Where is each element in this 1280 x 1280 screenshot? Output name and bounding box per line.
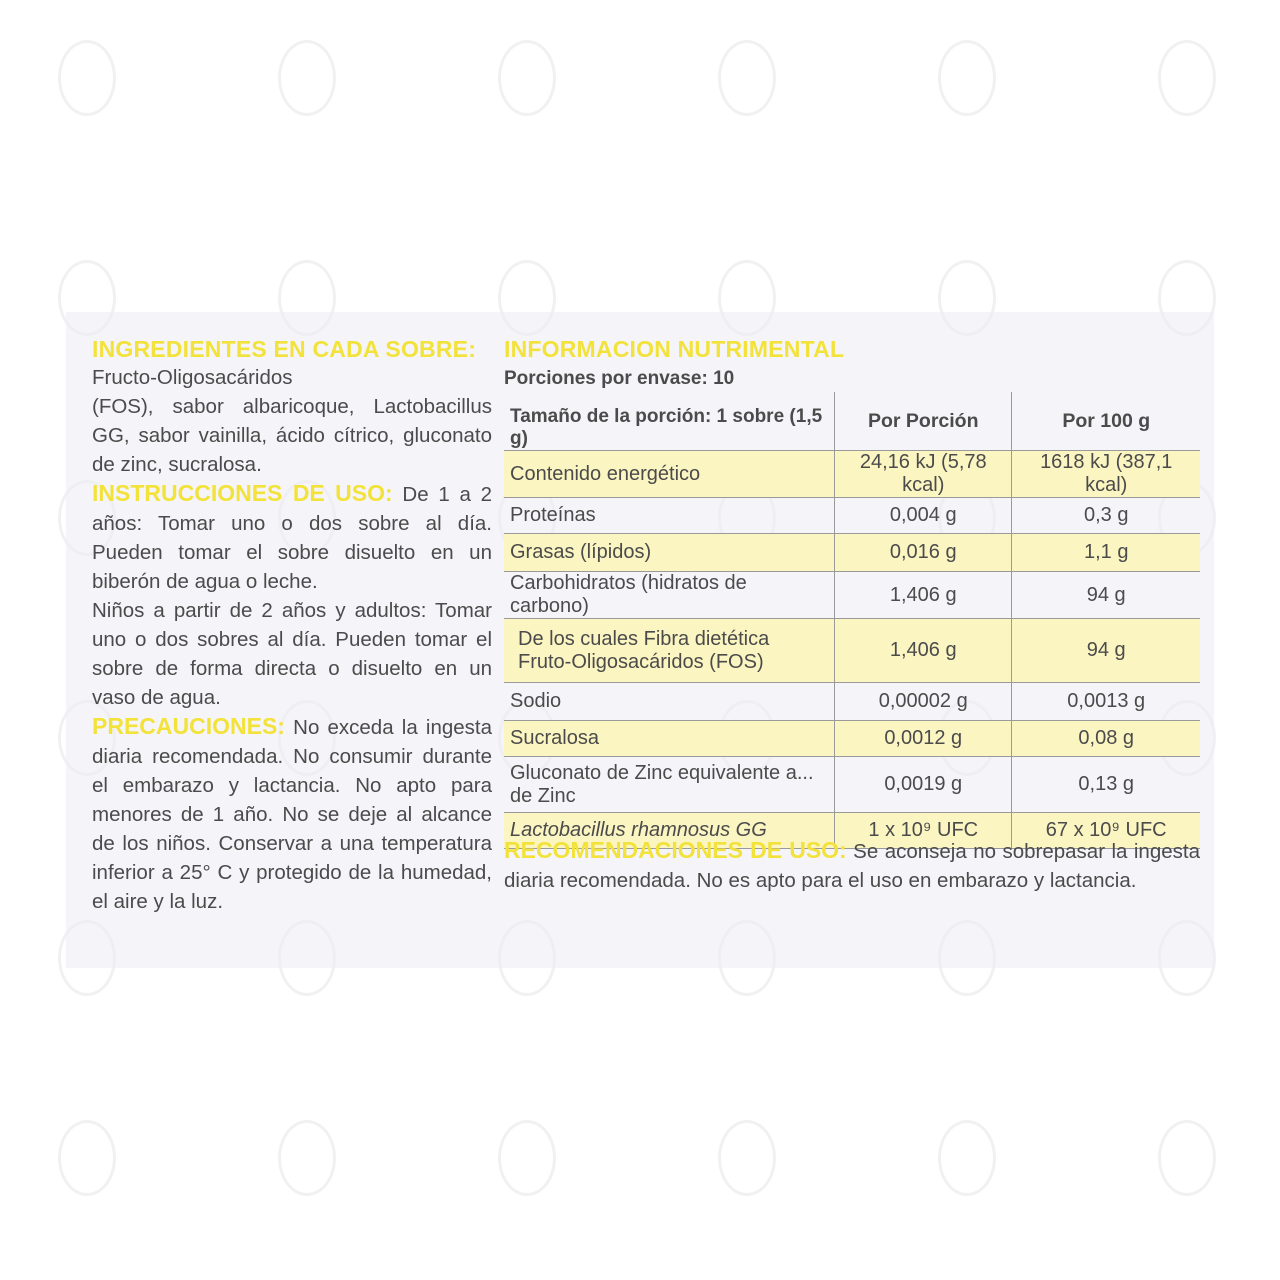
watermark-logo xyxy=(480,40,576,160)
nutrient-per-serving: 1 x 10⁹ UFC xyxy=(835,813,1012,849)
nutrient-per-100g: 0,3 g xyxy=(1012,498,1200,534)
watermark-logo xyxy=(40,40,136,160)
precautions-heading: PRECAUCIONES: xyxy=(92,713,285,739)
nutrition-row xyxy=(504,619,1200,683)
nutrient-name: Grasas (lípidos) xyxy=(504,534,835,572)
nutrient-per-100g: 0,13 g xyxy=(1012,757,1200,813)
watermark-logo xyxy=(40,1120,136,1240)
nutrient-per-serving: 0,004 g xyxy=(835,498,1012,534)
label-content xyxy=(92,336,1212,956)
watermark-logo xyxy=(260,40,356,160)
nutrition-row xyxy=(504,683,1200,721)
nutrition-row xyxy=(504,721,1200,757)
nutrient-per-serving: 0,0019 g xyxy=(835,757,1012,813)
nutrient-per-serving: 0,0012 g xyxy=(835,721,1012,757)
nutrient-per-100g: 1,1 g xyxy=(1012,534,1200,572)
instructions-text: De 1 a 2 años: Tomar uno o dos sobre al día. Pueden tomar el sobre disuelto en un biberón de agua o leche. xyxy=(92,483,492,593)
ingredients-text: (FOS), sabor albaricoque, Lactobacillus GG, sabor vainilla, ácido cítrico, gluconato de zinc, sucralosa. xyxy=(92,395,492,476)
nutrition-table xyxy=(504,392,1200,849)
watermark-logo xyxy=(700,1120,796,1240)
nutrient-per-100g: 94 g xyxy=(1012,572,1200,619)
recommendations-heading: RECOMENDACIONES DE USO: xyxy=(504,837,847,863)
watermark-logo xyxy=(1140,1120,1236,1240)
recommendations-text: Se aconseja no sobrepasar la ingesta diaria recomendada. No es apto para el uso en embarazo y lactancia. xyxy=(504,840,1200,892)
nutrient-name: Proteínas xyxy=(504,498,835,534)
instructions-text-2: Niños a partir de 2 años y adultos: Tomar uno o dos sobres al día. Pueden tomar el sobre de forma directa o disuelto en un vaso de agua. xyxy=(92,599,492,709)
nutrition-row xyxy=(504,572,1200,619)
precautions-text: No exceda la ingesta diaria recomendada. No consumir durante el embarazo y lactancia. No apto para menores de 1 año. No se deje al alcance de los niños. Conservar a una temperatura inferior a 25° C y protegido de la humedad, el aire y la luz. xyxy=(92,716,492,913)
nutrient-name: Carbohidratos (hidratos de carbono) xyxy=(504,572,835,619)
nutrient-per-serving: 0,00002 g xyxy=(835,683,1012,721)
nutrition-row xyxy=(504,498,1200,534)
recommendations-block xyxy=(504,836,1200,895)
nutrient-per-100g: 0,08 g xyxy=(1012,721,1200,757)
watermark-logo xyxy=(480,1120,576,1240)
nutrient-per-100g: 94 g xyxy=(1012,619,1200,683)
nutrient-name: Lactobacillus rhamnosus GG xyxy=(504,813,835,849)
nutrition-row xyxy=(504,757,1200,813)
nutrient-per-100g: 67 x 10⁹ UFC xyxy=(1012,813,1200,849)
col-per-serving: Por Porción xyxy=(835,392,1012,451)
col-per-100g: Por 100 g xyxy=(1012,392,1200,451)
precautions-block xyxy=(92,712,492,916)
nutrient-per-serving: 1,406 g xyxy=(835,619,1012,683)
nutrition-heading: INFORMACION NUTRIMENTAL xyxy=(504,336,845,362)
nutrient-per-serving: 0,016 g xyxy=(835,534,1012,572)
left-column xyxy=(92,336,492,916)
nutrient-per-100g: 0,0013 g xyxy=(1012,683,1200,721)
watermark-logo xyxy=(260,1120,356,1240)
nutrition-row xyxy=(504,534,1200,572)
instructions-heading: INSTRUCCIONES DE USO: xyxy=(92,480,393,506)
nutrient-name: Sucralosa xyxy=(504,721,835,757)
nutrient-name: De los cuales Fibra dietética Fruto-Oligosacáridos (FOS) xyxy=(504,619,835,683)
watermark-logo xyxy=(920,1120,1016,1240)
nutrition-table-header xyxy=(504,392,1200,451)
nutrient-name: Contenido energético xyxy=(504,451,835,498)
instructions-block xyxy=(92,479,492,596)
ingredients-heading: INGREDIENTES EN CADA SOBRE: xyxy=(92,336,477,362)
ingredients-line1: Fructo-Oligosacáridos xyxy=(92,366,293,389)
watermark-logo xyxy=(920,40,1016,160)
nutrient-name: Gluconato de Zinc equivalente a... de Zinc xyxy=(504,757,835,813)
nutrient-name: Sodio xyxy=(504,683,835,721)
nutrition-row xyxy=(504,451,1200,498)
nutrient-per-serving: 1,406 g xyxy=(835,572,1012,619)
serving-size: Tamaño de la porción: 1 sobre (1,5 g) xyxy=(510,406,823,449)
nutrient-per-serving: 24,16 kJ (5,78 kcal) xyxy=(835,451,1012,498)
portions-per-package: Porciones por envase: 10 xyxy=(504,368,735,389)
nutrient-per-100g: 1618 kJ (387,1 kcal) xyxy=(1012,451,1200,498)
watermark-logo xyxy=(700,40,796,160)
watermark-logo xyxy=(1140,40,1236,160)
